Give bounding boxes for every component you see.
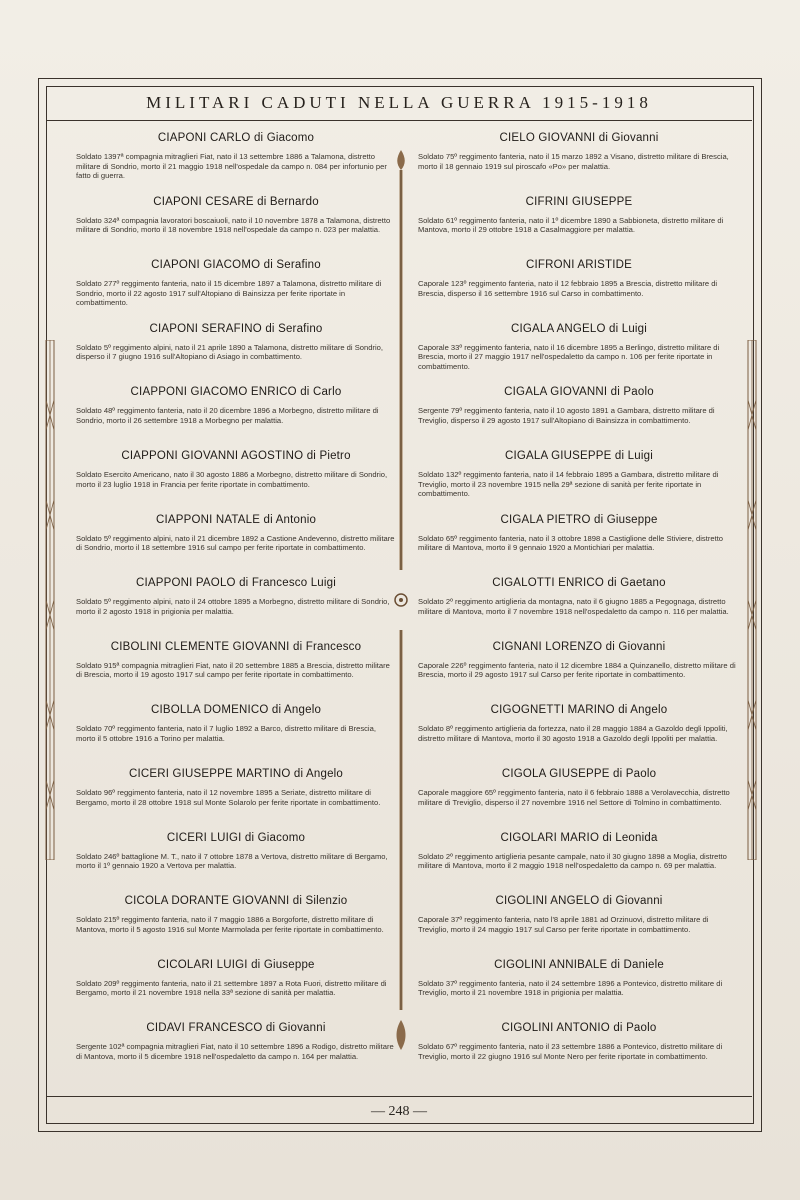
- casualty-name: CIGALA GIOVANNI di Paolo: [504, 386, 654, 399]
- casualty-entry: [76, 196, 396, 235]
- footer-divider: [46, 1096, 752, 1097]
- casualty-name: CIGOLINI ANNIBALE di Daniele: [494, 958, 664, 971]
- casualty-entry: [418, 959, 740, 998]
- casualty-description: Soldato 75º reggimento fanteria, nato il 15 marzo 1892 a Visano, distretto militare di Brescia, morto il 18 gennaio 1919 sul piroscafo «Po» per malattia.: [418, 152, 729, 171]
- casualty-description: Soldato 70º reggimento fanteria, nato il 7 luglio 1892 a Barco, distretto militare di Brescia, morto il 5 ottobre 1916 a Torino per malattia.: [76, 724, 376, 743]
- casualty-description: Soldato 65º reggimento fanteria, nato il 3 ottobre 1898 a Castiglione delle Stiviere, distretto militare di Mantova, morto il 9 gennaio 1920 a Montichiari per malattia.: [418, 533, 724, 553]
- casualty-name: CIBOLINI CLEMENTE GIOVANNI di Francesco: [110, 640, 362, 653]
- casualty-name: CICERI LUIGI di Giacomo: [166, 831, 306, 844]
- casualty-entry: [418, 704, 740, 743]
- casualty-entry: [76, 641, 396, 680]
- casualty-name: CIAPONI CESARE di Bernardo: [153, 195, 319, 208]
- running-head: MILITARI CADUTI NELLA GUERRA 1915-1918: [146, 93, 652, 112]
- casualty-description: Soldato Esercito Americano, nato il 30 agosto 1886 a Morbegno, distretto militare di Sondrio, morto il 23 luglio 1918 in Francia per ferite riportate in combattimento.: [76, 470, 388, 489]
- casualty-entry: [76, 959, 396, 998]
- casualty-description: Caporale 33º reggimento fanteria, nato il 16 dicembre 1895 a Berlingo, distretto militare di Brescia, morto il 27 maggio 1917 nell'ospedaletto da campo n. 106 per ferite riportate in combattimento.: [418, 342, 720, 371]
- casualty-description: Sergente 102ª compagnia mitraglieri Fiat, nato il 10 settembre 1896 a Rodigo, distretto militare di Mantova, morto il 5 dicembre 1918 nell'ospedaletto da campo n. 164 per malattia.: [76, 1042, 394, 1061]
- casualty-description: Soldato 215º reggimento fanteria, nato il 7 maggio 1886 a Borgoforte, distretto militare di Mantova, morto il 5 agosto 1916 sul Monte Marmolada per ferite riportate in combattimento.: [76, 915, 384, 934]
- casualty-name: CIDAVI FRANCESCO di Giovanni: [146, 1022, 326, 1035]
- casualty-description: Soldato 324ª compagnia lavoratori boscaiuoli, nato il 10 novembre 1878 a Talamona, distretto militare di Sondrio, morto il 18 novembre 1918 nell'ospedale da campo n. 023 per malattia.: [76, 215, 391, 235]
- casualty-entry: [418, 132, 740, 171]
- casualty-name: CIGALA GIUSEPPE di Luigi: [505, 450, 653, 462]
- casualty-description: Caporale 226º reggimento fanteria, nato il 12 dicembre 1884 a Quinzanello, distretto militare di Brescia, morto il 29 agosto 1917 sul Carso per ferite riportate in combattimento.: [418, 660, 736, 680]
- casualty-name: CIGOLINI ANGELO di Giovanni: [495, 895, 663, 908]
- casualty-name: CICERI GIUSEPPE MARTINO di Angelo: [128, 768, 344, 780]
- page-number: — 248 —: [371, 1104, 427, 1119]
- casualty-name: CIGOLA GIUSEPPE di Paolo: [501, 768, 657, 780]
- casualty-entry: [76, 514, 396, 553]
- casualty-entry: [76, 1022, 396, 1061]
- casualty-name: CIGALA PIETRO di Giuseppe: [500, 513, 658, 526]
- casualty-description: Soldato 48º reggimento fanteria, nato il 20 dicembre 1896 a Morbegno, distretto militare di Sondrio, morto il 26 settembre 1918 a Morbegno per malattia.: [76, 406, 379, 425]
- casualty-name: CIAPPONI GIOVANNI AGOSTINO di Pietro: [121, 450, 351, 462]
- casualty-entry: [418, 259, 740, 298]
- casualty-description: Soldato 5º reggimento alpini, nato il 21 aprile 1890 a Talamona, distretto militare di Sondrio, disperso il 7 giugno 1916 sull'Altopiano di Asiago in combattimento.: [76, 342, 383, 362]
- casualty-description: Soldato 96º reggimento fanteria, nato il 12 novembre 1895 a Seriate, distretto militare di Bergamo, morto il 28 ottobre 1918 sul Monte Solarolo per ferite riportate in combattimento.: [76, 788, 381, 807]
- casualty-description: Sergente 79º reggimento fanteria, nato il 10 agosto 1891 a Gambara, distretto militare di Treviglio, disperso il 29 agosto 1917 sull'Altopiano di Bainsizza in combattimento.: [418, 406, 715, 425]
- casualty-name: CIFRINI GIUSEPPE: [525, 195, 633, 208]
- casualty-name: CIGALOTTI ENRICO di Gaetano: [492, 577, 666, 590]
- casualty-entry: [418, 641, 740, 680]
- casualty-description: Soldato 37º reggimento fanteria, nato il 24 settembre 1896 a Pontevico, distretto militare di Treviglio, morto il 21 novembre 1918 in prigionia per malattia.: [418, 978, 723, 998]
- casualty-name: CIFRONI ARISTIDE: [525, 259, 633, 272]
- casualty-description: Soldato 8º reggimento artiglieria da fortezza, nato il 28 maggio 1884 a Gazoldo degli Ippoliti, distretto militare di Mantova, morto il 30 agosto 1918 a Gazoldo degli Ippoliti per malattia.: [418, 724, 728, 743]
- casualty-entry: [418, 450, 740, 499]
- casualty-description: Soldato 915ª compagnia mitraglieri Fiat, nato il 20 settembre 1885 a Brescia, distretto militare di Brescia, morto il 19 agosto 1917 sul campo per ferite riportate in combattimento.: [76, 660, 390, 680]
- casualty-entry: [76, 259, 396, 308]
- casualty-description: Soldato 61º reggimento fanteria, nato il 1º dicembre 1890 a Sabbioneta, distretto militare di Mantova, morto il 29 ottobre 1918 a Casalmaggiore per malattia.: [418, 215, 724, 235]
- casualty-description: Soldato 132º reggimento fanteria, nato il 14 febbraio 1895 a Gambara, distretto militare di Treviglio, morto il 23 novembre 1915 nella 29ª sezione di sanità per ferite riportate in combattimento.: [418, 470, 719, 499]
- casualty-entry: [418, 196, 740, 235]
- left-fasces-ornament-icon: [40, 340, 60, 860]
- casualty-name: CIAPPONI NATALE di Antonio: [155, 513, 317, 526]
- casualty-description: Soldato 67º reggimento fanteria, nato il 23 settembre 1886 a Pontevico, distretto militare di Treviglio, morto il 22 giugno 1916 sul Monte Nero per ferite riportate in combattimento.: [418, 1042, 723, 1061]
- casualty-entry: [76, 132, 396, 181]
- casualty-entry: [418, 577, 740, 616]
- casualty-description: Soldato 209º reggimento fanteria, nato il 21 settembre 1897 a Rota Fuori, distretto militare di Bergamo, morto il 21 novembre 1918 nella 33ª sezione di sanità per malattia.: [76, 978, 387, 998]
- casualty-entry: [76, 704, 396, 743]
- casualty-entry: [418, 832, 740, 871]
- casualty-name: CICOLARI LUIGI di Giuseppe: [157, 958, 315, 971]
- casualty-name: CIAPONI GIACOMO di Serafino: [151, 259, 321, 272]
- casualty-entry: [418, 1022, 740, 1061]
- casualty-description: Caporale 37º reggimento fanteria, nato l'8 aprile 1881 ad Orzinuovi, distretto militare di Treviglio, morto il 24 maggio 1917 sul Carso per ferite riportate in combattimento.: [418, 915, 709, 934]
- casualty-entry: [76, 895, 396, 934]
- casualty-entry: [76, 450, 396, 489]
- casualty-entry: [76, 323, 396, 362]
- casualty-name: CIGALA ANGELO di Luigi: [510, 322, 648, 335]
- casualty-entry: [418, 323, 740, 372]
- casualty-name: CIGOLARI MARIO di Leonida: [500, 831, 658, 844]
- casualty-name: CIBOLLA DOMENICO di Angelo: [150, 704, 322, 717]
- casualty-entry: [418, 895, 740, 934]
- casualty-description: Soldato 5º reggimento alpini, nato il 24 ottobre 1895 a Morbegno, distretto militare di Sondrio, morto il 2 agosto 1918 in prigionia per malattia.: [76, 597, 390, 616]
- casualty-entry: [418, 514, 740, 553]
- casualty-entry: [76, 768, 396, 807]
- casualty-description: Soldato 2º reggimento artiglieria da montagna, nato il 6 giugno 1885 a Pegognaga, distretto militare di Mantova, morto il 7 novembre 1918 nell'ospedaletto da campo n. 116 per malattia.: [418, 597, 729, 616]
- casualty-description: Soldato 277º reggimento fanteria, nato il 15 dicembre 1897 a Talamona, distretto militare di Sondrio, morto il 22 agosto 1917 sull'Altopiano di Bainsizza per ferite riportate in combattimento.: [76, 279, 382, 308]
- casualty-name: CIGNANI LORENZO di Giovanni: [492, 640, 666, 653]
- right-fasces-ornament-icon: [742, 340, 762, 860]
- casualty-description: Soldato 2º reggimento artiglieria pesante campale, nato il 30 giugno 1898 a Moglia, distretto militare di Mantova, morto il 2 maggio 1918 nell'ospedaletto da campo n. 69 per malattia.: [418, 851, 727, 871]
- casualty-entry: [76, 386, 396, 425]
- casualty-name: CIELO GIOVANNI di Giovanni: [499, 132, 659, 144]
- casualty-description: Soldato 1397ª compagnia mitraglieri Fiat, nato il 13 settembre 1886 a Talamona, distretto militare di Sondrio, morto il 21 maggio 1918 nell'ospedale da campo n. 084 per infortunio per fatto di guerra.: [76, 152, 387, 181]
- casualty-entry: [418, 768, 740, 807]
- header-divider: [46, 120, 752, 121]
- casualty-description: Soldato 246º battaglione M. T., nato il 7 ottobre 1878 a Vertova, distretto militare di Bergamo, morto il 1º gennaio 1920 a Vertova per malattia.: [76, 851, 388, 871]
- casualty-name: CICOLA DORANTE GIOVANNI di Silenzio: [124, 895, 348, 908]
- casualty-name: CIGOLINI ANTONIO di Paolo: [501, 1022, 657, 1035]
- casualty-name: CIAPPONI GIACOMO ENRICO di Carlo: [130, 386, 342, 399]
- central-column-ornament-icon: [394, 150, 408, 1050]
- casualty-name: CIAPONI SERAFINO di Serafino: [149, 322, 323, 335]
- casualty-name: CIGOGNETTI MARINO di Angelo: [490, 704, 668, 717]
- casualty-name: CIAPPONI PAOLO di Francesco Luigi: [135, 577, 337, 590]
- casualty-name: CIAPONI CARLO di Giacomo: [157, 132, 315, 144]
- casualty-description: Caporale 123º reggimento fanteria, nato il 12 febbraio 1895 a Brescia, distretto militare di Brescia, disperso il 16 settembre 1916 sul Carso in combattimento.: [418, 279, 718, 298]
- casualty-description: Soldato 5º reggimento alpini, nato il 21 dicembre 1892 a Castione Andevenno, distretto militare di Sondrio, morto il 18 settembre 1916 sul campo per ferite riportate in combattimento.: [76, 533, 395, 553]
- casualty-entry: [76, 832, 396, 871]
- casualty-entry: [418, 386, 740, 425]
- casualty-entry: [76, 577, 396, 616]
- casualty-description: Caporale maggiore 65º reggimento fanteria, nato il 6 febbraio 1888 a Verolavecchia, distretto militare di Treviglio, disperso il 27 novembre 1916 nel Settore di Tolmino in combattimento.: [418, 788, 730, 807]
